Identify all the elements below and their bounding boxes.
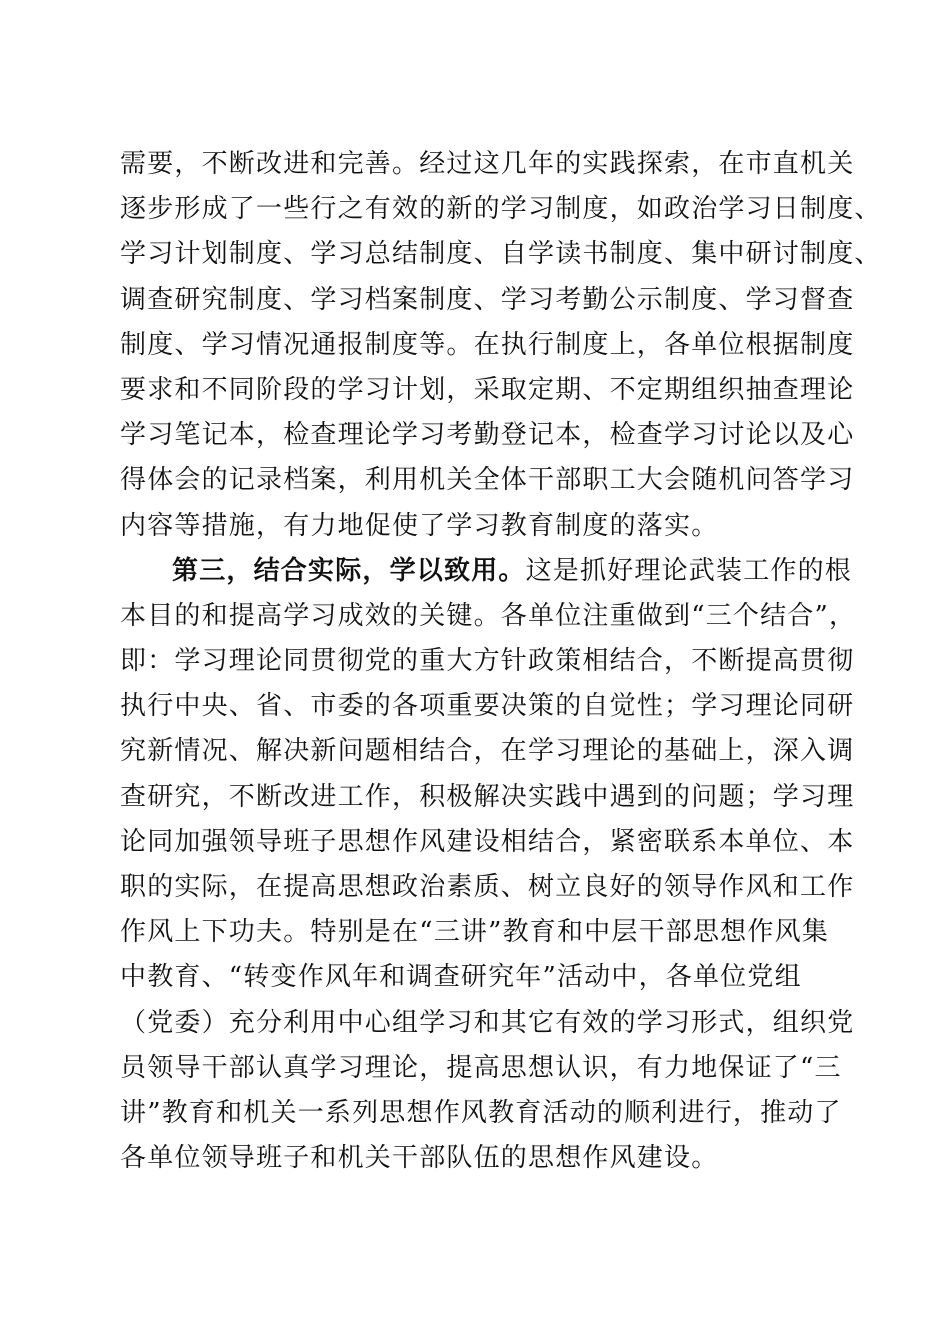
text-line: （党委）充分利用中心组学习和其它有效的学习形式，组织党 <box>120 1007 855 1038</box>
text-line: 员领导干部认真学习理论，提高思想认识，有力地保证了“三 <box>120 1052 842 1083</box>
text-line-first <box>120 549 853 594</box>
text-line: 得体会的记录档案，利用机关全体干部职工大会随机问答学习 <box>120 465 855 496</box>
text-line: 作风上下功夫。特别是在“三讲”教育和中层干部思想作风集 <box>120 917 829 948</box>
text-line: 究新情况、解决新问题相结合，在学习理论的基础上，深入调 <box>120 736 855 767</box>
paragraph-2 <box>120 549 857 1182</box>
text-line: 讲”教育和机关一系列思想作风教育活动的顺利进行，推动了 <box>120 1097 842 1128</box>
text-line: 需要，不断改进和完善。经过这几年的实践探索，在市直机关 <box>120 149 855 179</box>
text-line: 中教育、“转变作风年和调查研究年”活动中，各单位党组 <box>120 962 802 993</box>
text-line: 论同加强领导班子思想作风建设相结合，紧密联系本单位、本 <box>120 826 855 857</box>
section-heading: 第三，结合实际，学以致用。 <box>172 555 526 586</box>
text-line: 执行中央、省、市委的各项重要决策的自觉性；学习理论同研 <box>120 691 855 722</box>
text-line: 学习计划制度、学习总结制度、自学读书制度、集中研讨制度、 <box>120 239 882 270</box>
document-body <box>120 142 882 1181</box>
text-line: 调查研究制度、学习档案制度、学习考勤公示制度、学习督查 <box>120 284 855 315</box>
text-line: 学习笔记本，检查理论学习考勤登记本，检查学习讨论以及心 <box>120 420 855 451</box>
text-fragment: 这是抓好理论武装工作的根 <box>525 555 853 586</box>
text-line: 职的实际，在提高思想政治素质、树立良好的领导作风和工作 <box>120 872 855 902</box>
text-line: 逐步形成了一些行之有效的新的学习制度，如政治学习日制度、 <box>120 194 882 225</box>
text-line: 制度、学习情况通报制度等。在执行制度上，各单位根据制度 <box>120 329 855 360</box>
text-line: 查研究，不断改进工作，积极解决实践中遇到的问题；学习理 <box>120 781 855 812</box>
text-line: 要求和不同阶段的学习计划，采取定期、不定期组织抽查理论 <box>120 374 855 405</box>
text-line: 各单位领导班子和机关干部队伍的思想作风建设。 <box>120 1143 719 1174</box>
text-line: 即：学习理论同贯彻党的重大方针政策相结合，不断提高贯彻 <box>120 646 855 677</box>
text-line: 本目的和提高学习成效的关键。各单位注重做到“三个结合”， <box>120 600 857 631</box>
paragraph-1 <box>120 142 882 549</box>
text-line: 内容等措施，有力地促使了学习教育制度的落实。 <box>120 510 719 541</box>
